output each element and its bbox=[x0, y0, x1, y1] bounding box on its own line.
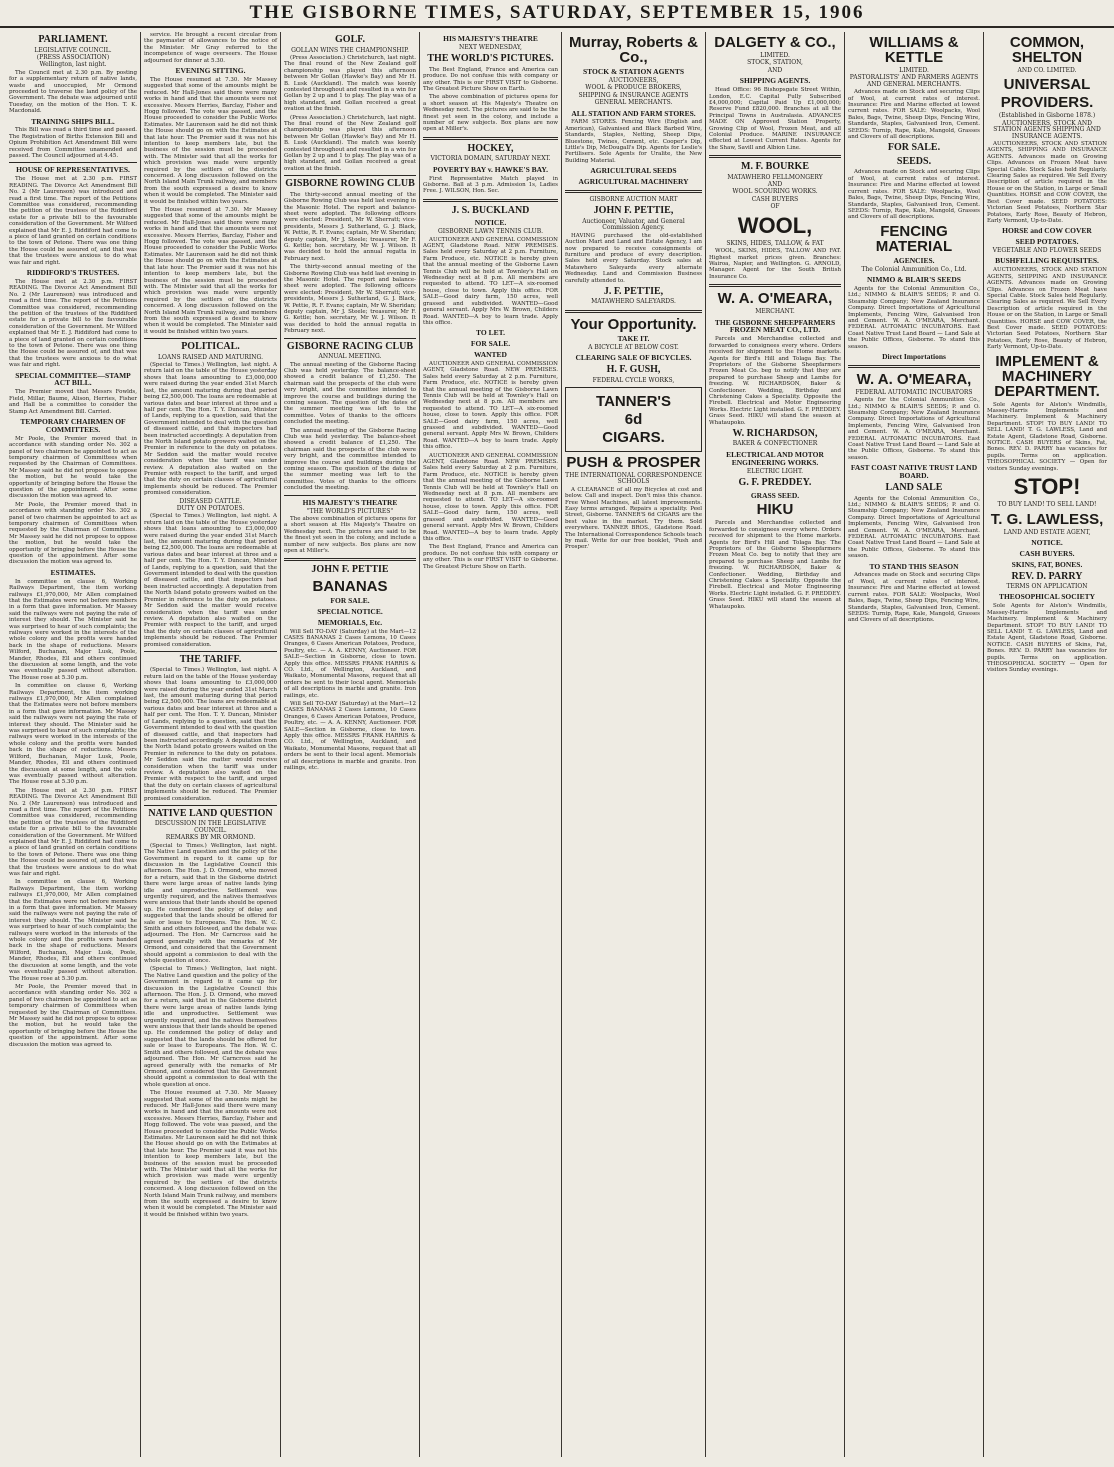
divider bbox=[423, 199, 558, 202]
divider bbox=[9, 162, 137, 163]
article-text: AUCTIONEERS, STOCK AND STATION AGENTS, SHIPPING AND INSURANCE AGENTS. Advances made on Growing Clips. Advances on Frozen Meat have Special Cable. Stock Sales held Regularly. Clearing Sales as required. We Sell Every Description of article required in the House or on the Station, in Large or Small Quantities. HORSE and COW COVER, the Best Cover made. SEED POTATOES: Victorian Seed Potatoes, Northern Star Potatoes, Early Rose, Beauty of Hebron, Early Vermont, Up-to-Date. bbox=[987, 267, 1107, 351]
ad-for-sale: FOR SALE. bbox=[887, 142, 941, 154]
subhead-worlds-pictures: "THE WORLD'S PICTURES" bbox=[306, 507, 394, 515]
ad-gisborne-auction-mart: GISBORNE AUCTION MART bbox=[589, 195, 678, 203]
ad-stand-season: TO STAND THIS SEASON bbox=[869, 561, 959, 571]
subhead-stamp-act-bill: SPECIAL COMMITTEE—STAMP ACT BILL. bbox=[15, 370, 131, 388]
divider bbox=[848, 365, 980, 368]
ad-bushfelling: BUSHFELLING REQUISITES. bbox=[995, 256, 1099, 266]
subhead-loans: LOANS RAISED AND MATURING. bbox=[157, 353, 264, 361]
article-text: In committee on clause 6, Working Railways Department, the item working railways £1,970,000, Mr Allen complained that the Estimates were not before members in a form that gave information. Mr Massey said the railways were not paying the rate of interest they should. The Minister said he was surprised to hear of such complaints; the railways were worked in the interests of the whole colony and the profits were handed back in the shape of reductions. Messrs Wilford, Buchanan, Major Lusk, Poole, Mander, Rhodes, Ell and others continued the discussion at some length, and the vote was eventually passed without alteration. The House rose at 5.30 p.m. bbox=[9, 578, 137, 681]
ad-bananas: BANANAS bbox=[312, 577, 388, 595]
column-politics bbox=[141, 32, 281, 1457]
subhead-riddifords-trustees: RIDDIFORD'S TRUSTEES. bbox=[26, 268, 120, 278]
ad-for-sale: FOR SALE. bbox=[330, 595, 370, 605]
article-text: A CLEARANCE of all my Bicycles at cost and below. Call and inspect. Don't miss this chance. Free Wheel Machines, all latest improvements. Easy terms arranged. Repairs a speciality. Peel Street, Gisborne. TANNER'S 6d CIGARS are the best value in the market. Try them. Sold everywhere. TANNER BROS., Gladstone Road. The International Correspondence Schools teach by mail. Write for our free booklet, 'Push and Prosper.' bbox=[565, 486, 702, 551]
article-text: The thirty-second annual meeting of the Gisborne Rowing Club was held last evening in the Masonic Hotel. The report and balance-sheet were adopted. The following officers were elected: President, Mr W. Sherratt; vice-presidents, Messrs J. Sutherland, G. J. Black, W. Pettie, R. F. Evans; captain, Mr W. Sheridan; deputy captain, Mr J. Steele; treasurer, Mr F. G. Kettle; hon. secretary, Mr W. J. Wilson. It was decided to hold the annual regatta in February next. bbox=[284, 264, 416, 335]
divider bbox=[284, 558, 416, 561]
subhead-diseased-cattle: DISEASED CATTLE. bbox=[179, 497, 242, 505]
subhead-estimates: ESTIMATES. bbox=[50, 567, 96, 577]
subhead-gollan-wins: GOLLAN WINS THE CHAMPIONSHIP. bbox=[291, 46, 409, 54]
ad-common-shelton: COMMON, SHELTON bbox=[1009, 34, 1085, 66]
ad-universal: UNIVERSAL bbox=[1003, 76, 1091, 94]
article-text: The House met at 2.30 p.m. FIRST READING. The Divorce Act Amendment Bill No. 2 (Mr Laurenson) was introduced and read a first time. The report of the Petitions Committee was considered, recommending the petition of the trustees of the Riddiford estate for a private bill to the favourable consideration of the Government. Mr Wilford explained that Mr E. J. Riddiford had come to a piece of land granted on certain conditions to the town of Petone. There was one thing the House could be assured of, and that was that the trustees were anxious to do what was fair and right. bbox=[9, 278, 137, 369]
ad-memorials: MEMORIALS, Etc. bbox=[317, 617, 383, 627]
subhead-legislative-council: LEGISLATIVE COUNCIL. bbox=[34, 46, 112, 54]
ad-bourke: M. F. BOURKE bbox=[741, 161, 809, 173]
ad-omeara: W. A. O'MEARA, bbox=[717, 290, 833, 308]
ad-terms: TERMS ON APPLICATION bbox=[1006, 583, 1088, 591]
divider bbox=[284, 175, 416, 176]
article-text: The House resumed at 7.30. Mr Massey suggested that some of the amounts might be reduced. Mr Hall-Jones said there were many works in hand and that the amounts were not excessive. Messrs Herries, Barclay, Fisher and Hogg followed. The vote was passed, and the House proceeded to consider the Public Works Estimates. Mr Laurenson said he did not think the House should go on with the Estimates at that late hour. The Premier said it was not his intention to keep members late, but the business of the session must be proceeded with. The Minister said that all the works for which provision was made were urgently required by the settlers of the districts concerned. A long discussion followed on the North Island Main Trunk railway, and members from the south expressed a desire to know when it would be completed. The Minister said it would be finished within two years. bbox=[144, 1090, 277, 1218]
masthead-title: THE GISBORNE TIMES, SATURDAY, SEPTEMBER 15, 1906 bbox=[0, 0, 1114, 28]
ad-cash-buyers: CASH BUYERS. bbox=[1019, 548, 1075, 558]
ad-for-sale: FOR SALE. bbox=[470, 339, 511, 349]
ad-tanners-cigars bbox=[565, 387, 702, 452]
ad-next-wednesday: NEXT WEDNESDAY, bbox=[459, 43, 522, 51]
article-text: The Premier moved that Messrs Fowlds, Field, Millar, Baume, Alison, Herries, Fisher and Hall be a committee to consider the Stamp Act Amendment Bill. Carried. bbox=[9, 389, 137, 415]
article-text: AUCTIONEER AND GENERAL COMMISSION AGENT, Gladstone Road. NEW PREMISES. Sales held every Saturday at 2 p.m. Furniture, Farm Produce, etc. NOTICE is hereby given that the annual meeting of the Gisborne Lawn Tennis Club will be held at Townley's Hall on Wednesday next at 8 p.m. All members are requested to attend. TO LET—A six-roomed house, close to town. Apply this office. FOR SALE—Good dairy farm, 150 acres, well grassed and subdivided. WANTED—Good general servant. Apply Mrs W. Brown, Childers Road. WANTED—A boy to learn trade. Apply this office. bbox=[423, 452, 558, 542]
ad-electric-light: ELECTRIC LIGHT. bbox=[746, 467, 804, 475]
ad-notice: NOTICE. bbox=[474, 218, 507, 228]
ad-vegetable-seeds: VEGETABLE AND FLOWER SEEDS bbox=[992, 247, 1102, 255]
article-text: The Best England, France and America can produce. Do not confuse this with company or any other. This is our FIRST VISIT to Gisborne. The Greatest Picture Show on Earth. bbox=[423, 66, 558, 92]
ad-matawhero-fellmongery: MATAWHERO FELLMONGERY bbox=[727, 173, 823, 181]
divider bbox=[423, 137, 558, 140]
article-text: (Special to Times.) Wellington, last night. The Native Land question and the policy of the Government in regard to it came up for discussion in the Legislative Council this afternoon. The Hon. J. D. Ormond, who moved for a return, said that in the Gisborne district there were large areas of native lands lying idle and unproductive. Settlement was urgently required, and the natives themselves were anxious that their lands should be opened up. He condemned the policy of delay and suggested that the lands should be offered for sale or lease to Europeans. The Hon. W. C. Smith and others followed, and the debate was adjourned. The Hon. Mr Carncross said he agreed generally with the remarks of Mr Ormond, and considered that the Government should appoint a commission to deal with the whole question at once. bbox=[144, 966, 277, 1088]
ad-hiku: HIKU bbox=[756, 501, 794, 519]
article-text: Advances made on Stock and securing Clips of Wool, at current rates of interest. Insurance: Fire and Marine effected at lowest current rates. FOR SALE: Woolpacks, Wool Bales, Bags, Twine, Sheep Dips, Fencing Wire, Standards, Staples, Galvanised Iron, Cement. SEEDS: Turnip, Rape, Kale, Mangold, Grasses and Clovers of all descriptions. bbox=[848, 89, 980, 141]
ad-federal-cycle-works: FEDERAL CYCLE WORKS, bbox=[592, 376, 675, 384]
ad-skins-fat-bones: SKINS, FAT, BONES. bbox=[1011, 559, 1083, 569]
article-text: Head Office: 96 Bishopsgate Street Within, London, E.C. Capital Fully Subscribed £4,000,000; Capital Paid Up £1,000,000; Reserve Fund £820,000. Branches at all the Principal Towns in Australasia. ADVANCES MADE ON Approved Station Property, Growing Clip of Wool, Frozen Meat, and all Colonial Produce. MARINE INSURANCE effected at Lowest Current Rates. Agents for the Shaw, Savill and Albion Line. bbox=[709, 87, 841, 151]
article-text: AUCTIONEER AND GENERAL COMMISSION AGENT, Gladstone Road. NEW PREMISES. Sales held every Saturday at 2 p.m. Furniture, Farm Produce, etc. NOTICE is hereby given that the annual meeting of the Gisborne Lawn Tennis Club will be held at Townley's Hall on Wednesday next at 8 p.m. All members are requested to attend. TO LET—A six-roomed house, close to town. Apply this office. FOR SALE—Good dairy farm, 150 acres, well grassed and subdivided. WANTED—Good general servant. Apply Mrs W. Brown, Childers Road. WANTED—A boy to learn trade. Apply this office. bbox=[423, 236, 558, 326]
headline-his-majestys-theatre: HIS MAJESTY'S THEATRE bbox=[302, 497, 398, 507]
article-text: The annual meeting of the Gisborne Racing Club was held yesterday. The balance-sheet showed a credit balance of £1,250. The chairman said the prospects of the club were very bright, and the committee intended to improve the course and buildings during the coming season. The question of the dates of the summer meeting was left to the committee. Votes of thanks to the officers concluded the meeting. bbox=[284, 427, 416, 492]
ad-price: 6d bbox=[624, 410, 643, 428]
ad-buy-sell-land: TO BUY LAND! TO SELL LAND! bbox=[997, 501, 1097, 509]
article-text: AUCTIONEER AND GENERAL COMMISSION AGENT, Gladstone Road. NEW PREMISES. Sales held every Saturday at 2 p.m. Furniture, Farm Produce, etc. NOTICE is hereby given that the annual meeting of the Gisborne Lawn Tennis Club will be held at Townley's Hall on Wednesday next at 8 p.m. All members are requested to attend. TO LET—A six-roomed house, close to town. Apply this office. FOR SALE—Good dairy farm, 150 acres, well grassed and subdivided. WANTED—Good general servant. Apply Mrs W. Brown, Childers Road. WANTED—A boy to learn trade. Apply this office. bbox=[423, 360, 558, 451]
ad-established: (Established in Gisborne 1878.) bbox=[998, 112, 1096, 120]
article-text: The House resumed at 7.30. Mr Massey suggested that some of the amounts might be reduced. Mr Hall-Jones said there were many works in hand and that the amounts were not excessive. Messrs Herries, Barclay, Fisher and Hogg followed. The vote was passed, and the House proceeded to consider the Public Works Estimates. Mr Laurenson said he did not think the House should go on with the Estimates at that late hour. The Premier said it was not his intention to keep members late, but the business of the session must be proceeded with. The Minister said that all the works for which provision was made were urgently required by the settlers of the districts concerned. A long discussion followed on the North Island Main Trunk railway, and members from the south expressed a desire to know when it would be completed. The Minister said it would be finished within two years. bbox=[144, 76, 277, 205]
ad-auctioneer-valuator: Auctioneer, Valuator, and General Commission Agency. bbox=[582, 217, 685, 232]
article-text: (Special to Times.) Wellington, last night. A return laid on the table of the House yesterday shows that loans amounting to £3,000,000 were raised during the year ended 31st March last, the amount maturing during that period being £2,500,000. The loans are redeemable at various dates and bear interest at three and a half per cent. The Hon. T. Y. Duncan, Minister of Lands, replying to a question, said that the Government intended to deal with the question of diseased cattle, and that inspectors had been instructed accordingly. A deputation from the North Island potato growers waited on the Premier in reference to the duty on potatoes. Mr Seddon said the matter would receive consideration when the tariff was under review. A deputation also waited on the Premier with respect to the tariff, and urged that the duty on certain classes of agricultural implements should be reduced. The Premier promised consideration. bbox=[144, 667, 277, 802]
ad-and: AND bbox=[767, 66, 783, 74]
ad-cigars: CIGARS. bbox=[602, 428, 665, 446]
ad-stop: STOP! bbox=[1013, 474, 1081, 500]
headline-parliament: PARLIAMENT. bbox=[38, 34, 108, 45]
divider bbox=[144, 805, 277, 806]
column-parliament bbox=[6, 32, 141, 1457]
article-text: In committee on clause 6, Working Railways Department, the item working railways £1,970,000, Mr Allen complained that the Estimates were not before members in a form that gave information. Mr Massey said the railways were not paying the rate of interest they should. The Minister said he was surprised to hear of such complaints; the railways were worked in the interests of the whole colony and the profits were handed back in the shape of reductions. Messrs Wilford, Buchanan, Major Lusk, Poole, Mander, Rhodes, Ell and others continued the discussion at some length, and the vote was eventually passed without alteration. The House rose at 5.30 p.m. bbox=[9, 879, 137, 982]
ad-preddey: G. F. PREDDEY. bbox=[738, 477, 812, 489]
ad-victoria-domain: VICTORIA DOMAIN, SATURDAY NEXT. bbox=[430, 155, 551, 163]
ad-john-pettie: JOHN F. PETTIE, bbox=[593, 205, 674, 217]
ad-correspondence-schools: THE INTERNATIONAL CORRESPONDENCE SCHOOLS bbox=[565, 471, 702, 486]
column-common-shelton bbox=[984, 32, 1110, 1457]
article-text: (Special to Times.) Wellington, last night. A return laid on the table of the House yesterday shows that loans amounting to £3,000,000 were raised during the year ended 31st March last, the amount maturing during that period being £2,500,000. The loans are redeemable at various dates and bear interest at three and a half per cent. The Hon. T. Y. Duncan, Minister of Lands, replying to a question, said that the Government intended to deal with the question of diseased cattle, and that inspectors had been instructed accordingly. A deputation from the North Island potato growers waited on the Premier in reference to the duty on potatoes. Mr Seddon said the matter would receive consideration when the tariff was under review. A deputation also waited on the Premier with respect to the tariff, and urged that the duty on certain classes of agricultural implements should be reduced. The Premier promised consideration. bbox=[144, 513, 277, 648]
article-text: Mr Poole, the Premier moved that in accordance with standing order No. 302 a panel of two chairmen be appointed to act as temporary chairmen of Committees when requested by the Chairman of Committees. Mr Massey said he did not propose to oppose the motion, but he would take the opportunity of bringing before the House the question of the appointment. After some discussion the motion was agreed to. bbox=[9, 501, 137, 566]
ad-implement-dept: IMPLEMENT & MACHINERY DEPARTMENT. bbox=[994, 352, 1100, 400]
article-text: Advances made on Stock and securing Clips of Wool, at current rates of interest. Insurance: Fire and Marine effected at lowest current rates. FOR SALE: Woolpacks, Wool Bales, Bags, Twine, Sheep Dips, Fencing Wire, Standards, Staples, Galvanised Iron, Cement. SEEDS: Turnip, Rape, Kale, Mangold, Grasses and Clovers of all descriptions. bbox=[848, 169, 980, 221]
article-text: AUCTIONEERS, STOCK AND STATION AGENTS, SHIPPING AND INSURANCE AGENTS. Advances made on Growing Clips. Advances on Frozen Meat have Special Cable. Stock Sales held Regularly. Clearing Sales as required. We Sell Every Description of article required in the House or on the Station, in Large or Small Quantities. HORSE and COW COVER, the Best Cover made. SEED POTATOES: Victorian Seed Potatoes, Northern Star Potatoes, Early Rose, Beauty of Hebron, Early Vermont, Up-to-Date. bbox=[987, 141, 1107, 224]
divider bbox=[284, 338, 416, 339]
article-text: Parcels and Merchandise collected and forwarded to consignees every where. Orders received for shipment to the Home markets. Agents for Bird's Hill and Tolaga Bay. The Proprietors of the Gisborne Sheepfarmers Frozen Meat Co. beg to notify that they are prepared to purchase Sheep and Lambs for freezing. W. RICHARDSON, Baker & Confectioner. Wedding, Birthday and Christening Cakes a Speciality. Opposite the Firebell. Electrical and Motor Engineering Works. Electric Light installed. G. F. PREDDEY. Grass Seed. HIKU will stand the season at Whataupoko. bbox=[709, 520, 841, 610]
ad-j-f-pettie: J. F. PETTIE, bbox=[603, 285, 664, 297]
column-williams-kettle bbox=[845, 32, 984, 1457]
headline-political: POLITICAL. bbox=[181, 341, 240, 353]
ad-skins-hides: SKINS, HIDES, TALLOW, & FAT bbox=[726, 239, 824, 247]
article-text: The House met at 2.30 p.m. FIRST READING. The Divorce Act Amendment Bill No. 2 (Mr Laurenson) was introduced and read a first time. The report of the Petitions Committee was considered, recommending the petition of the trustees of the Riddiford estate for a private bill to the favourable consideration of the Government. Mr Wilford explained that Mr E. J. Riddiford had come to a piece of land granted on certain conditions to the town of Petone. There was one thing the House could be assured of, and that was that the trustees were anxious to do what was fair and right. bbox=[9, 787, 137, 877]
ad-limited: LIMITED. bbox=[760, 52, 790, 59]
article-text: Agents for the Colonial Ammunition Co., Ltd.; NIMMO & BLAIR'S SEEDS; P. and O. Steamship Company; New Zealand Insurance Company. Direct Importations of Agricultural Implements, Fencing Wire, Galvanised Iron and Cement. W. A. O'MEARA, Merchant. FEDERAL AUTOMATIC INCUBATORS. East Coast Native Trust Land Board — Land Sale at the Public Offices, Gisborne. To stand this season. bbox=[848, 285, 980, 350]
article-text: Will Sell TO-DAY (Saturday) at the Mart—12 CASES BANANAS 2 Cases Lemons, 10 Cases Oranges, 6 Cases American Potatoes, Produce, Poultry, etc. — A. A. KENNY, Auctioneer. FOR SALE—Section in Gisborne, close to town. Apply this office. MESSRS FRANK HARRIS & CO. Ltd., of Wellington, Auckland, and Waikato, Monumental Masons, request that all orders be sent to their local agent. Memorials of all descriptions in marble and granite. Iron railings, etc. bbox=[284, 628, 416, 699]
ad-baker: BAKER & CONFECTIONER bbox=[732, 440, 818, 448]
article-text: Mr Poole, the Premier moved that in accordance with standing order No. 302 a panel of two chairmen be appointed to act as temporary chairmen of Committees when requested by the Chairman of Committees. Mr Massey said he did not propose to oppose the motion, but he would take the opportunity of bringing before the House the question of the appointment. After some discussion the motion was agreed to. bbox=[9, 435, 137, 500]
ad-worlds-pictures: THE WORLD'S PICTURES. bbox=[427, 53, 554, 65]
article-text: Sole Agents for Alston's Windmills, Massey-Harris Implements and Machinery. Implement & Machinery Department. STOP! TO BUY LAND! TO SELL LAND! T. G. LAWLESS, Land and Estate Agent, Gladstone Road, Gisborne. NOTICE. CASH BUYERS of Skins, Fat, Bones. REV. D. PARRY has vacancies for pupils. Terms on application. THEOSOPHICAL SOCIETY — Open for visitors Sunday evenings. bbox=[987, 603, 1107, 674]
ad-dalgety: DALGETY & CO., bbox=[714, 34, 836, 51]
article-text: Sole Agents for Alston's Windmills, Massey-Harris Implements and Machinery. Implement & Machinery Department. STOP! TO BUY LAND! TO SELL LAND! T. G. LAWLESS, Land and Estate Agent, Gladstone Road, Gisborne. NOTICE. CASH BUYERS of Skins, Fat, Bones. REV. D. PARRY has vacancies for pupils. Terms on application. THEOSOPHICAL SOCIETY — Open for visitors Sunday evenings. bbox=[987, 401, 1107, 472]
ad-take-it: TAKE IT. bbox=[617, 333, 650, 343]
ad-stock-station: STOCK & STATION AGENTS bbox=[582, 67, 685, 76]
ad-wool-scouring: WOOL SCOURING WORKS. bbox=[732, 188, 818, 196]
ad-shipping-insurance: SHIPPING & INSURANCE AGENTS bbox=[578, 91, 689, 99]
ad-matawhero-saleyards: MATAWHERO SALEYARDS. bbox=[591, 298, 676, 306]
article-text: Advances made on Stock and securing Clips of Wool, at current rates of interest. Insurance: Fire and Marine effected at lowest current rates. FOR SALE: Woolpacks, Wool Bales, Bags, Twine, Sheep Dips, Fencing Wire, Standards, Staples, Galvanised Iron, Cement. SEEDS: Turnip, Rape, Kale, Mangold, Grasses and Clovers of all descriptions. bbox=[848, 572, 980, 624]
column-murray-roberts bbox=[562, 32, 706, 1457]
ad-your-opportunity: Your Opportunity. bbox=[570, 315, 697, 333]
ad-agricultural-seeds: AGRICULTURAL SEEDS bbox=[590, 166, 677, 176]
article-text: This Bill was read a third time and passed. The Registration of Births Extension Bill and Opium Prohibition Act Amendment Bill were received from Committee unamended and passed. The Council adjourned at 4.45. bbox=[9, 127, 137, 160]
article-text: The above combination of pictures opens for a short season at His Majesty's Theatre on Wednesday next. The pictures are said to be the finest yet seen in the colony, and include a number of new subjects. Box plans are now open at Miller's. bbox=[284, 515, 416, 554]
ad-fencing-material: FENCING MATERIAL bbox=[875, 222, 953, 255]
article-text: Agents for the Colonial Ammunition Co., Ltd.; NIMMO & BLAIR'S SEEDS; P. and O. Steamship Company; New Zealand Insurance Company. Direct Importations of Agricultural Implements, Fencing Wire, Galvanised Iron and Cement. W. A. O'MEARA, Merchant. FEDERAL AUTOMATIC INCUBATORS. East Coast Native Trust Land Board — Land Sale at the Public Offices, Gisborne. To stand this season. bbox=[848, 495, 980, 560]
ad-gush: H. F. GUSH, bbox=[606, 364, 661, 375]
subhead-annual-meeting: ANNUAL MEETING. bbox=[318, 353, 382, 361]
article-text: First Representative Match played in Gisborne. Ball at 3 p.m. Admission 1s, Ladies Free. J. WILSON, Hon. Sec. bbox=[423, 175, 558, 195]
ad-providers: PROVIDERS. bbox=[1000, 94, 1094, 112]
article-text: The Council met at 2.30 p.m. By posting for a supplementary return of native lands, waste and unoccupied, Mr Ormond proceeded to traverse the land policy of the Government. The debate was adjourned until Tuesday, on the motion of the Hon. T. K. Macdonald. bbox=[9, 69, 137, 115]
headline-native-land-question: NATIVE LAND QUESTION bbox=[148, 807, 273, 819]
ad-richardson: W. RICHARDSON, bbox=[732, 427, 818, 439]
ad-agencies: AGENCIES. bbox=[893, 255, 935, 265]
ad-murray-roberts: Murray, Roberts & Co., bbox=[569, 34, 698, 66]
article-text: The Best England, France and America can produce. Do not confuse this with company or any other. This is our FIRST VISIT to Gisborne. The Greatest Picture Show on Earth. bbox=[423, 544, 558, 570]
article-text: The House met at 2.30 p.m. FIRST READING. The Divorce Act Amendment Bill No. 2 (Mr Laurenson) was introduced and read a first time. The report of the Petitions Committee was considered, recommending the petition of the trustees of the Riddiford estate for a private bill to the favourable consideration of the Government. Mr Wilford explained that Mr E. J. Riddiford had come to a piece of land granted on certain conditions to the town of Petone. There was one thing the House could be assured of, and that was that the trustees were anxious to do what was fair and right. bbox=[9, 176, 137, 266]
ad-bicycle-below-cost: A BICYCLE AT BELOW COST. bbox=[588, 343, 679, 351]
ad-horse-cow-cover: HORSE and COW COVER bbox=[1002, 226, 1092, 236]
ad-auctioneers: AUCTIONEERS, STOCK AND STATION AGENTS SHIPPING AND INSURANCE AGENTS. bbox=[993, 119, 1101, 140]
ad-grass-seed: GRASS SEED. bbox=[750, 490, 800, 500]
ad-seed-potatoes: SEED POTATOES. bbox=[1015, 237, 1079, 247]
subhead-training-ships-bill: TRAINING SHIPS BILL. bbox=[31, 116, 115, 126]
ad-clearing-sale: CLEARING SALE OF BICYCLES. bbox=[575, 353, 692, 363]
ad-to-let: TO LET. bbox=[476, 328, 505, 338]
ad-colonial-ammunition: The Colonial Ammunition Co., Ltd. bbox=[861, 265, 967, 273]
article-text: Agents for the Colonial Ammunition Co., Ltd.; NIMMO & BLAIR'S SEEDS; P. and O. Steamship Company; New Zealand Insurance Company. Direct Importations of Agricultural Implements, Fencing Wire, Galvanised Iron and Cement. W. A. O'MEARA, Merchant. FEDERAL AUTOMATIC INCUBATORS. East Coast Native Trust Land Board — Land Sale at the Public Offices, Gisborne. To stand this season. bbox=[848, 397, 980, 461]
article-text: (Press Association.) Christchurch, last night. The final round of the New Zealand golf championship was played this afternoon between Mr Gollan (Hawke's Bay) and Mr H. B. Lusk (Auckland). The match was keenly contested throughout and resulted in a win for Gollan by 2 up and 1 to play. The play was of a high standard, and Gollan received a great ovation at the finish. bbox=[284, 54, 416, 113]
ad-lawless: T. G. LAWLESS, bbox=[990, 510, 1104, 528]
article-text: Parcels and Merchandise collected and forwarded to consignees every where. Orders received for shipment to the Home markets. Agents for Bird's Hill and Tolaga Bay. The Proprietors of the Gisborne Sheepfarmers Frozen Meat Co. beg to notify that they are prepared to purchase Sheep and Lambs for freezing. W. RICHARDSON, Baker & Confectioner. Wedding, Birthday and Christening Cakes a Speciality. Opposite the Firebell. Electrical and Motor Engineering Works. Electric Light installed. G. F. PREDDEY. Grass Seed. HIKU will stand the season at Whataupoko. bbox=[709, 336, 841, 426]
column-dalgety bbox=[706, 32, 845, 1457]
ad-nimmo-blair: NIMMO & BLAIR'S SEEDS bbox=[867, 275, 961, 284]
subhead-remarks-ormond: REMARKS BY MR ORMOND. bbox=[165, 834, 256, 842]
subhead-duty-on-potatoes: DUTY ON POTATOES. bbox=[176, 505, 245, 512]
ad-cash-buyers: CASH BUYERS bbox=[751, 195, 799, 203]
ad-land-estate-agent: LAND AND ESTATE AGENT, bbox=[1003, 528, 1091, 536]
article-text: Mr Poole, the Premier moved that in accordance with standing order No. 302 a panel of two chairmen be appointed to act as temporary chairmen of Committees when requested by the Chairman of Committees. Mr Massey said he did not propose to oppose the motion, but he would take the opportunity of bringing before the House the question of the appointment. After some discussion the motion was agreed to. bbox=[9, 983, 137, 1048]
article-text: (Special to Times.) Wellington, last night. A return laid on the table of the House yesterday shows that loans amounting to £3,000,000 were raised during the year ended 31st March last, the amount maturing during that period being £2,500,000. The loans are redeemable at various dates and bear interest at three and a half per cent. The Hon. T. Y. Duncan, Minister of Lands, replying to a question, said that the Government intended to deal with the question of diseased cattle, and that inspectors had been instructed accordingly. A deputation from the North Island potato growers waited on the Premier in reference to the duty on potatoes. Mr Seddon said the matter would receive consideration when the tariff was under review. A deputation also waited on the Premier with respect to the tariff, and urged that the duty on certain classes of agricultural implements should be reduced. The Premier promised consideration. bbox=[144, 362, 277, 497]
ad-direct-importations: Direct Importations bbox=[882, 351, 946, 361]
ad-auctioneers: AUCTIONEERS, bbox=[608, 76, 659, 84]
subhead-discussion: DISCUSSION IN THE LEGISLATIVE COUNCIL. bbox=[154, 820, 267, 834]
divider bbox=[565, 310, 702, 313]
ad-incubators: FEDERAL AUTOMATIC INCUBATORS bbox=[855, 388, 973, 396]
ad-special-notice: SPECIAL NOTICE. bbox=[317, 606, 383, 616]
subhead-temporary-chairmen: TEMPORARY CHAIRMEN OF COMMITTEES. bbox=[20, 416, 126, 434]
ad-omeara: W. A. O'MEARA, bbox=[856, 370, 972, 388]
ad-poverty-bay-v-hawkes-bay: POVERTY BAY v. HAWKE'S BAY. bbox=[432, 164, 549, 174]
divider bbox=[144, 338, 277, 339]
ad-electrical-works: ELECTRICAL AND MOTOR ENGINEERING WORKS. bbox=[726, 449, 824, 467]
ad-wanted: WANTED bbox=[474, 350, 507, 360]
dateline: Wellington, last night. bbox=[39, 61, 107, 69]
ad-push-prosper: PUSH & PROSPER bbox=[566, 453, 701, 471]
article-text: (Special to Times.) Wellington, last night. The Native Land question and the policy of the Government in regard to it came up for discussion in the Legislative Council this afternoon. The Hon. J. D. Ormond, who moved for a return, said that in the Gisborne district there were large areas of native lands lying idle and unproductive. Settlement was urgently required, and the natives themselves were anxious that their lands should be opened up. He condemned the policy of delay and suggested that the lands should be offered for sale or lease to Europeans. The Hon. W. C. Smith and others followed, and the debate was adjourned. The Hon. Mr Carncross said he agreed generally with the remarks of Mr Ormond, and considered that the Government should appoint a commission to deal with the whole question at once. bbox=[144, 842, 277, 964]
ad-seeds: SEEDS. bbox=[896, 155, 932, 167]
ad-rev-parry: REV. D. PARRY bbox=[1011, 570, 1083, 582]
article-text: (Press Association.) Christchurch, last night. The final round of the New Zealand golf championship was played this afternoon between Mr Gollan (Hawke's Bay) and Mr H. B. Lusk (Auckland). The match was keenly contested throughout and resulted in a win for Gollan by 2 up and 1 to play. The play was of a high standard, and Gollan received a great ovation at the finish. bbox=[284, 114, 416, 172]
headline-the-tariff: THE TARIFF. bbox=[179, 653, 242, 665]
column-notices bbox=[420, 32, 562, 1457]
article-text: In committee on clause 6, Working Railways Department, the item working railways £1,970,000, Mr Allen complained that the Estimates were not before members in a form that gave information. Mr Massey said the railways were not paying the rate of interest they should. The Minister said he was surprised to hear of such complaints; the railways were worked in the interests of the whole colony and the profits were handed back in the shape of reductions. Messrs Wilford, Buchanan, Major Lusk, Poole, Mander, Rhodes, Ell and others continued the discussion at some length, and the vote was eventually passed without alteration. The House rose at 5.30 p.m. bbox=[9, 683, 137, 786]
subhead-evening-sitting: EVENING SITTING. bbox=[175, 66, 246, 76]
divider bbox=[144, 651, 277, 652]
article-text: The above combination of pictures opens for a short season at His Majesty's Theatre on Wednesday next. The pictures are said to be the finest yet seen in the colony, and include a number of new subjects. Box plans are now open at Miller's. bbox=[423, 94, 558, 133]
ad-limited: LIMITED. bbox=[899, 67, 929, 74]
divider bbox=[709, 155, 841, 158]
ad-sheepfarmers-frozen-meat: THE GISBORNE SHEEPFARMERS FROZEN MEAT CO., LTD. bbox=[714, 317, 836, 335]
subhead-house-of-representatives: HOUSE OF REPRESENTATIVES. bbox=[16, 165, 130, 175]
article-text: The House resumed at 7.30. Mr Massey suggested that some of the amounts might be reduced. Mr Hall-Jones said there were many works in hand and that the amounts were not excessive. Messrs Herries, Barclay, Fisher and Hogg followed. The vote was passed, and the House proceeded to consider the Public Works Estimates. Mr Laurenson said he did not think the House should go on with the Estimates at that late hour. The Premier said it was not his intention to keep members late, but the business of the session must be proceeded with. The Minister said that all the works for which provision was made were urgently required by the settlers of the districts concerned. A long discussion followed on the North Island Main Trunk railway, and members from the south expressed a desire to know when it would be completed. The Minister said it would be finished within two years. bbox=[144, 207, 277, 335]
ad-general-merchants: GENERAL MERCHANTS. bbox=[594, 99, 673, 107]
ad-lawn-tennis: GISBORNE LAWN TENNIS CLUB. bbox=[437, 228, 544, 236]
ad-hockey: HOCKEY, bbox=[467, 142, 514, 154]
column-sport bbox=[281, 32, 420, 1457]
ad-wool-brokers: WOOL & PRODUCE BROKERS, bbox=[585, 84, 682, 92]
article-text: service. He brought a recent circular from the paymaster of allowances to the notice of the Minister. Mr Gray referred to the incompetence of wage overseers. The House adjourned for dinner at 5.30. bbox=[144, 32, 277, 64]
press-association-label: (PRESS ASSOCIATION) bbox=[36, 53, 110, 61]
ad-station-stores: ALL STATION AND FARM STORES. bbox=[571, 108, 696, 118]
ad-agricultural-machinery: AGRICULTURAL MACHINERY bbox=[578, 177, 689, 187]
article-text: FARM STORES. Fencing Wire (English and American), Galvanised and Black Barbed Wire, Standards, Staples, Netting, Sheep Dips, Bluestone, Twines, Cement, etc. Cooper's Dip, Little's Dip, McDougall's Dip. Agents for Leslie's Fertilisers. Sole Agents for Uralite, the New Building Material. bbox=[565, 119, 702, 164]
ad-and: AND bbox=[767, 181, 783, 189]
ad-pastoralists: PASTORALISTS' AND FARMERS AGENTS AND GENERAL MERCHANTS. bbox=[849, 74, 979, 88]
divider bbox=[709, 284, 841, 287]
headline-golf: GOLF. bbox=[335, 34, 365, 45]
ad-buckland: J. S. BUCKLAND bbox=[451, 204, 530, 216]
ad-wool: WOOL, bbox=[737, 212, 813, 238]
article-text: The thirty-second annual meeting of the Gisborne Rowing Club was held last evening in the Masonic Hotel. The report and balance-sheet were adopted. The following officers were elected: President, Mr W. Sherratt; vice-presidents, Messrs J. Sutherland, G. J. Black, W. Pettie, R. F. Evans; captain, Mr W. Sheridan; deputy captain, Mr J. Steele; treasurer, Mr F. G. Kettle; hon. secretary, Mr W. J. Wilson. It was decided to hold the annual regatta in February next. bbox=[284, 191, 416, 262]
ad-notice: NOTICE. bbox=[1031, 537, 1063, 547]
ad-land-sale: LAND SALE bbox=[885, 482, 943, 494]
ad-and-co-limited: AND CO. LIMITED. bbox=[1017, 67, 1077, 74]
article-text: The annual meeting of the Gisborne Racing Club was held yesterday. The balance-sheet showed a credit balance of £1,250. The chairman said the prospects of the club were very bright, and the committee intended to improve the course and buildings during the coming season. The question of the dates of the summer meeting was left to the committee. Votes of thanks to the officers concluded the meeting. bbox=[284, 361, 416, 426]
ad-his-majestys-theatre: HIS MAJESTY'S THEATRE bbox=[443, 34, 538, 43]
ad-stock-station: STOCK, STATION, bbox=[747, 59, 803, 67]
ad-williams-kettle: WILLIAMS & KETTLE bbox=[869, 34, 959, 66]
article-text: WOOL, SKINS, HIDES, TALLOW AND FAT. Highest market prices given. Branches: Wairoa, Napier, and Wellington. G. ARNOLD, Manager. Agent for the South British Insurance Co. bbox=[709, 248, 841, 280]
article-text: HAVING purchased the old-established Auction Mart and Land and Estate Agency, I am now prepared to receive consignments of furniture and produce of every description. Sales held every Saturday. Stock sales at Matawhero Saleyards every alternate Wednesday. Land and Commission Business carefully attended to. bbox=[565, 232, 702, 284]
ad-of: OF bbox=[770, 203, 780, 211]
ad-native-trust-board: FAST COAST NATIVE TRUST LAND BOARD. bbox=[850, 463, 978, 481]
divider bbox=[284, 495, 416, 496]
ad-merchant: MERCHANT. bbox=[755, 308, 795, 316]
headline-rowing-club: GISBORNE ROWING CLUB bbox=[285, 178, 415, 190]
headline-racing-club: GISBORNE RACING CLUB bbox=[286, 340, 414, 352]
ad-theosophical: THEOSOPHICAL SOCIETY bbox=[998, 592, 1096, 602]
ad-pettie: JOHN F. PETTIE bbox=[311, 564, 389, 576]
divider bbox=[565, 190, 702, 193]
ad-tanners: TANNER'S bbox=[596, 392, 671, 410]
article-text: Will Sell TO-DAY (Saturday) at the Mart—12 CASES BANANAS 2 Cases Lemons, 10 Cases Oranges, 6 Cases American Potatoes, Produce, Poultry, etc. — A. A. KENNY, Auctioneer. FOR SALE—Section in Gisborne, close to town. Apply this office. MESSRS FRANK HARRIS & CO. Ltd., of Wellington, Auckland, and Waikato, Monumental Masons, request that all orders be sent to their local agent. Memorials of all descriptions in marble and granite. Iron railings, etc. bbox=[284, 701, 416, 772]
ad-shipping-agents: SHIPPING AGENTS. bbox=[739, 76, 811, 86]
